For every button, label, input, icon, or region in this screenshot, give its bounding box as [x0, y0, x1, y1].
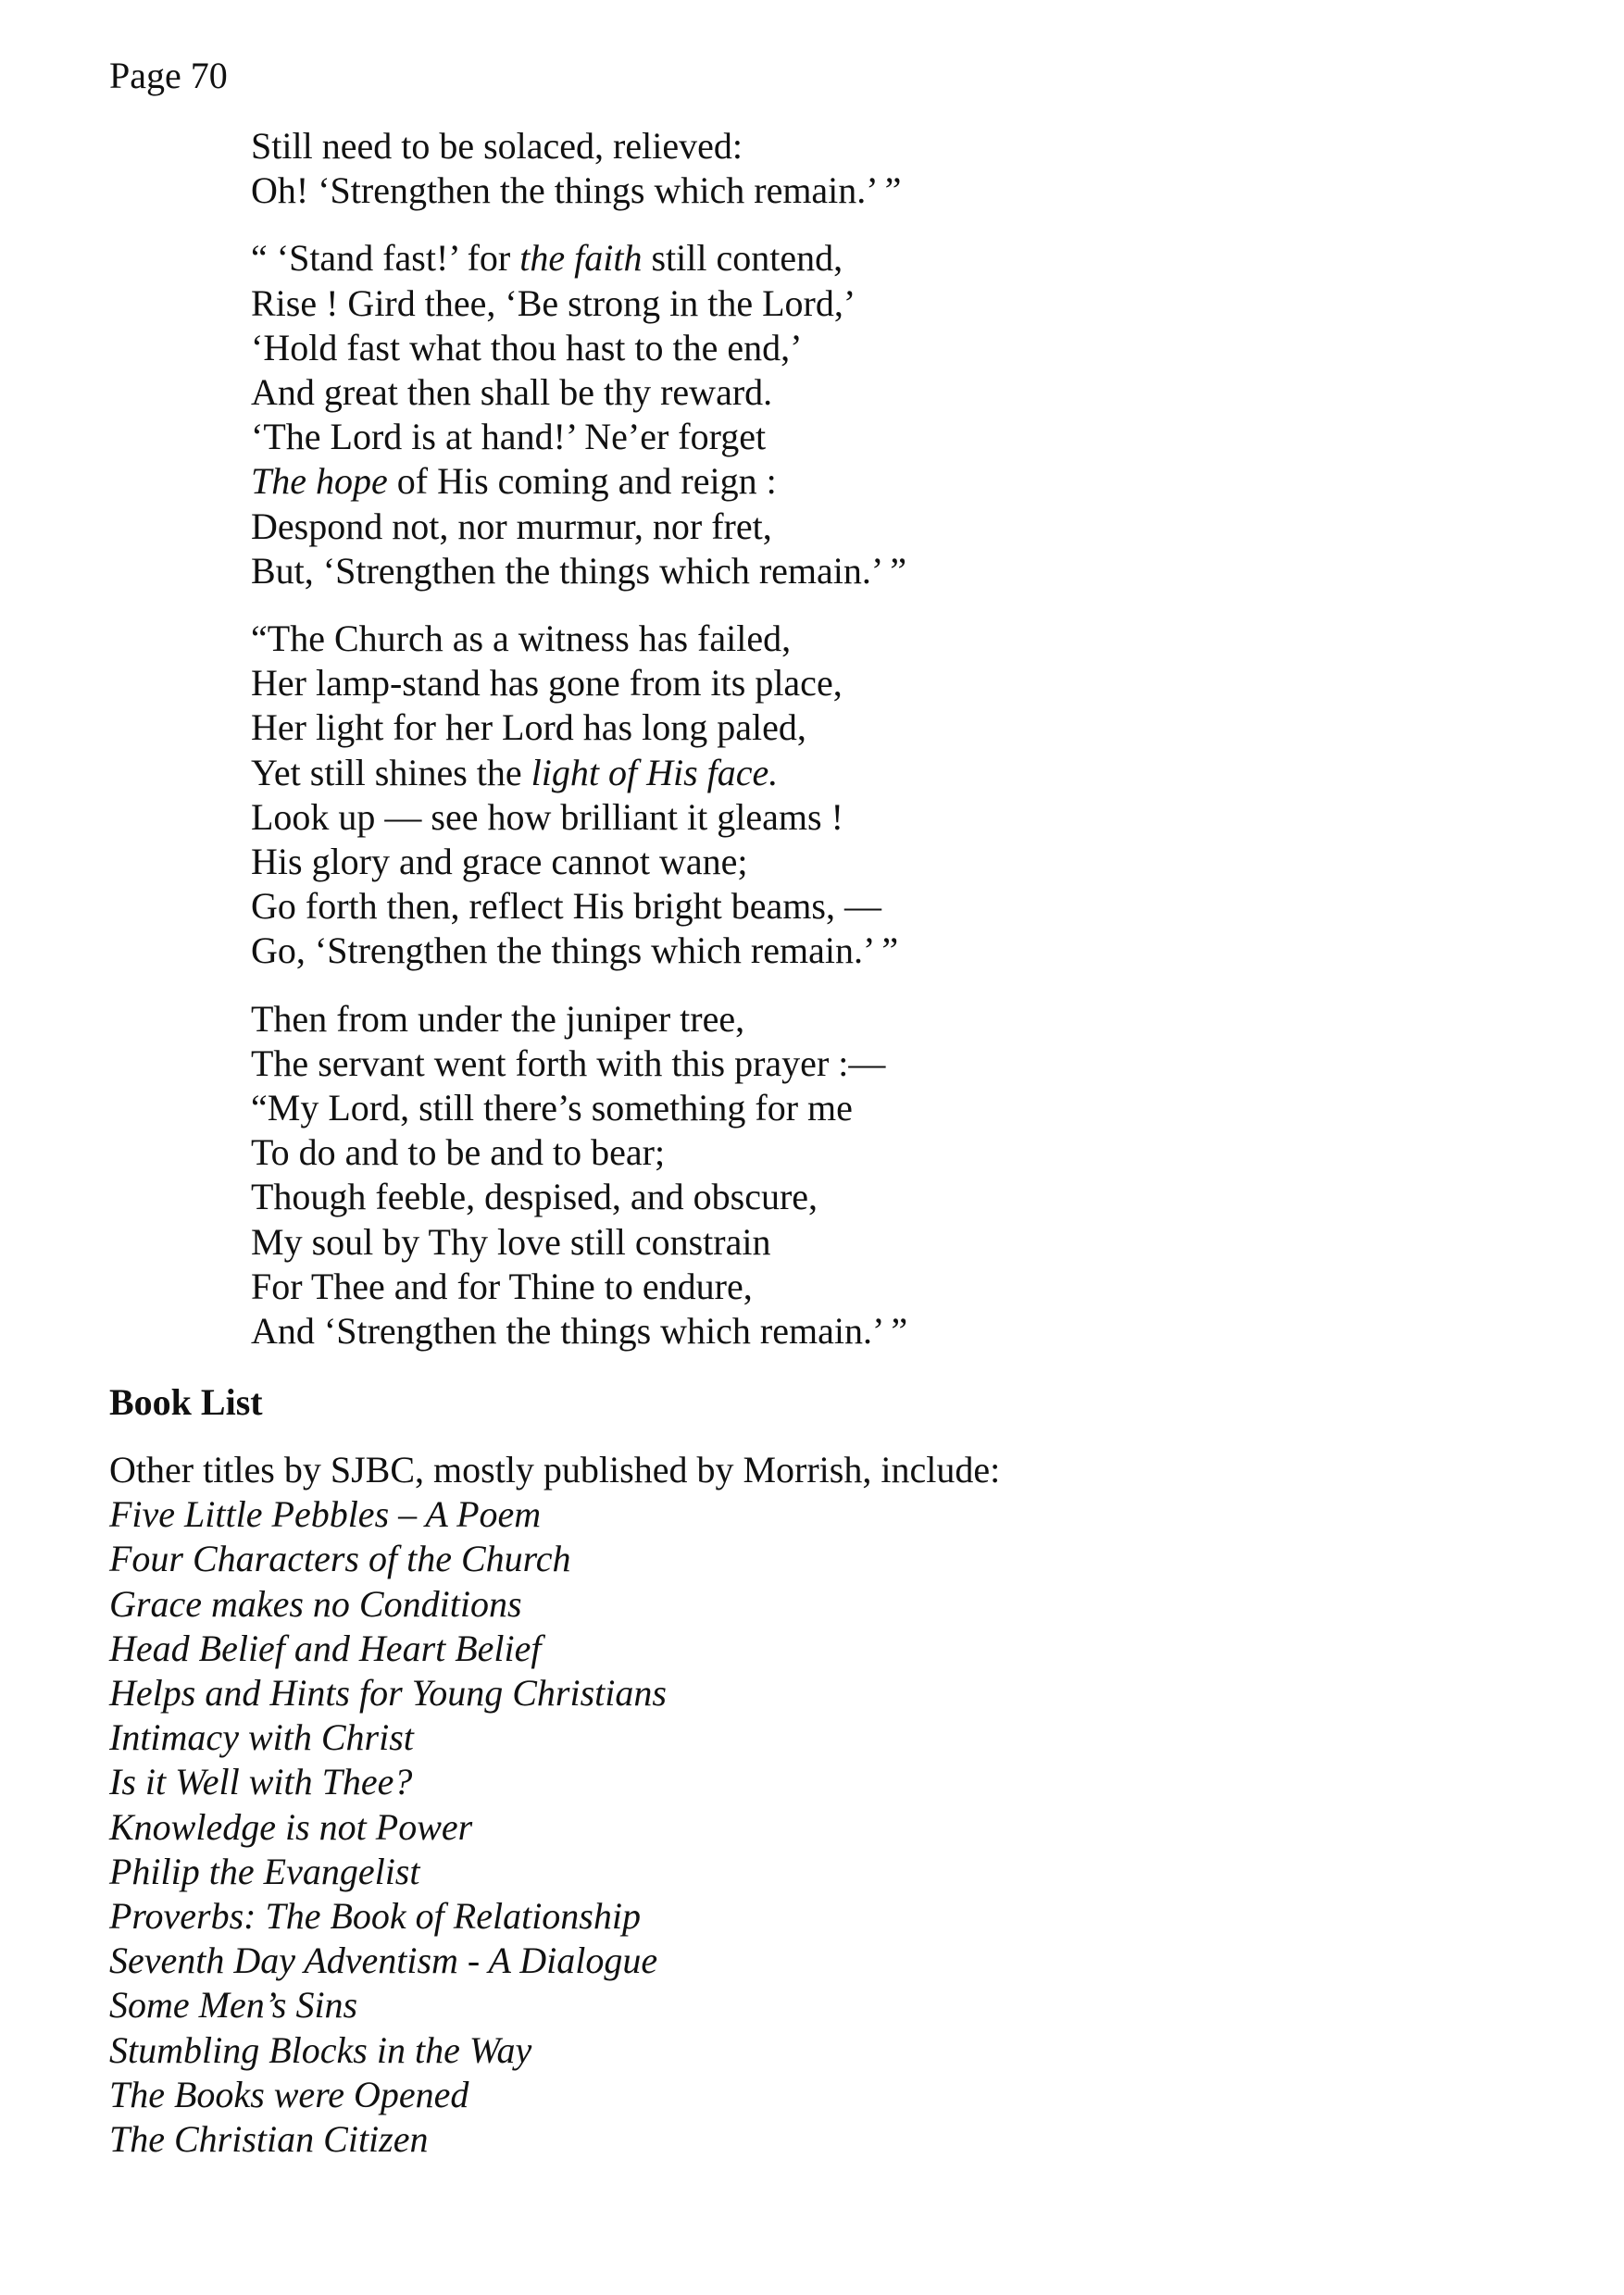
- poem-line: [251, 617, 1455, 661]
- book-title-item: Seventh Day Adventism - A Dialogue: [109, 1940, 658, 1982]
- book-title-item: Head Belief and Heart Belief: [109, 1627, 542, 1669]
- page-number: Page 70: [109, 55, 228, 96]
- poem-line-text: The servant went forth with this prayer :—: [251, 1041, 886, 1084]
- poem-line-text: ‘Hold fast what thou hast to the end,’: [251, 326, 803, 368]
- poem-line: [251, 795, 1455, 840]
- poem-line: [251, 370, 1455, 415]
- poem-line: [251, 1175, 1455, 1219]
- poem-line: [251, 705, 1455, 750]
- book-title-item: Four Characters of the Church: [109, 1538, 571, 1580]
- poem-line: [251, 1041, 1455, 1086]
- book-title-item: Five Little Pebbles – A Poem: [109, 1493, 542, 1536]
- poem-line: [251, 549, 1455, 593]
- poem-stanza: [251, 997, 1455, 1354]
- poem-line-text: And great then shall be thy reward.: [251, 371, 773, 414]
- poem-line-text: My soul by Thy love still constrain: [251, 1220, 771, 1263]
- poem-line-text: But, ‘Strengthen the things which remain.’ ”: [251, 549, 906, 592]
- poem-line-text: To do and to be and to bear;: [251, 1131, 666, 1174]
- poem-line-text: Despond not, nor murmur, nor fret,: [251, 505, 772, 547]
- book-title-item: Proverbs: The Book of Relationship: [109, 1895, 641, 1938]
- poem-line: [251, 929, 1455, 973]
- poem-line-text: Her light for her Lord has long paled,: [251, 706, 806, 749]
- poem-line-emphasis: light of His face.: [531, 751, 779, 793]
- poem-line-text: of His coming and reign :: [387, 460, 777, 503]
- poem-stanza: [251, 236, 1455, 593]
- book-title-item: Stumbling Blocks in the Way: [109, 2028, 532, 2071]
- book-title-item: The Christian Citizen: [109, 2118, 429, 2161]
- poem-line-text: Rise ! Gird thee, ‘Be strong in the Lord,’: [251, 281, 856, 324]
- book-title-item: Helps and Hints for Young Christians: [109, 1672, 667, 1715]
- poem-line: [251, 1086, 1455, 1130]
- book-title-item: The Books were Opened: [109, 2073, 469, 2115]
- poem-line-text: Still need to be solaced, relieved:: [251, 125, 743, 167]
- poem-line-text: Go, ‘Strengthen the things which remain.’ ”: [251, 929, 899, 972]
- book-title-item: Intimacy with Christ: [109, 1716, 414, 1759]
- poem-line: [251, 1130, 1455, 1175]
- poem-line: [251, 884, 1455, 929]
- poem-line: [251, 997, 1455, 1041]
- book-list-heading: Book List: [109, 1381, 263, 1423]
- poem-line-text: still contend,: [642, 237, 843, 280]
- poem-stanza: [251, 124, 1455, 213]
- book-title-item: Knowledge is not Power: [109, 1805, 473, 1848]
- book-title-item: Grace makes no Conditions: [109, 1582, 522, 1625]
- poem-line: [251, 661, 1455, 705]
- poem-line: [251, 1265, 1455, 1309]
- poem-line: [251, 168, 1455, 213]
- poem: [251, 124, 1455, 1377]
- poem-line-text: Oh! ‘Strengthen the things which remain.’ ”: [251, 169, 902, 212]
- poem-line: [251, 326, 1455, 370]
- poem-line: [251, 1220, 1455, 1265]
- poem-line: [251, 505, 1455, 549]
- book-list-section: [109, 1380, 1498, 2162]
- poem-line-text: For Thee and for Thine to endure,: [251, 1265, 753, 1307]
- poem-line-text: Then from under the juniper tree,: [251, 997, 745, 1040]
- poem-line-text: Go forth then, reflect His bright beams, —: [251, 885, 881, 928]
- poem-line-text: ‘The Lord is at hand!’ Ne’er forget: [251, 416, 767, 458]
- poem-line: [251, 1309, 1455, 1353]
- poem-line-text: Look up — see how brilliant it gleams !: [251, 795, 843, 838]
- book-title-item: Philip the Evangelist: [109, 1850, 420, 1892]
- poem-line-text: Her lamp-stand has gone from its place,: [251, 662, 843, 705]
- poem-line: [251, 415, 1455, 459]
- book-title-item: Some Men’s Sins: [109, 1984, 358, 2027]
- poem-line-text: “ ‘Stand fast!’ for: [251, 237, 520, 280]
- poem-line-emphasis: The hope: [251, 460, 388, 503]
- poem-line-text: “My Lord, still there’s something for me: [251, 1087, 853, 1129]
- poem-line: [251, 751, 1455, 795]
- poem-line-text: And ‘Strengthen the things which remain.’ ”: [251, 1310, 908, 1353]
- poem-line: [251, 840, 1455, 884]
- poem-stanza: [251, 617, 1455, 974]
- poem-line-text: “The Church as a witness has failed,: [251, 617, 792, 660]
- poem-line-emphasis: the faith: [519, 237, 643, 280]
- book-titles-list: [109, 1492, 1498, 2162]
- poem-line-text: Yet still shines the: [251, 751, 531, 793]
- book-title-item: Is it Well with Thee?: [109, 1761, 413, 1803]
- poem-line: [251, 124, 1455, 168]
- poem-line: [251, 281, 1455, 326]
- poem-line-text: His glory and grace cannot wane;: [251, 841, 748, 883]
- poem-line-text: Though feeble, despised, and obscure,: [251, 1176, 818, 1218]
- poem-line: [251, 236, 1455, 281]
- poem-line: [251, 459, 1455, 504]
- book-list-intro: Other titles by SJBC, mostly published by Morrish, include:: [109, 1449, 1001, 1491]
